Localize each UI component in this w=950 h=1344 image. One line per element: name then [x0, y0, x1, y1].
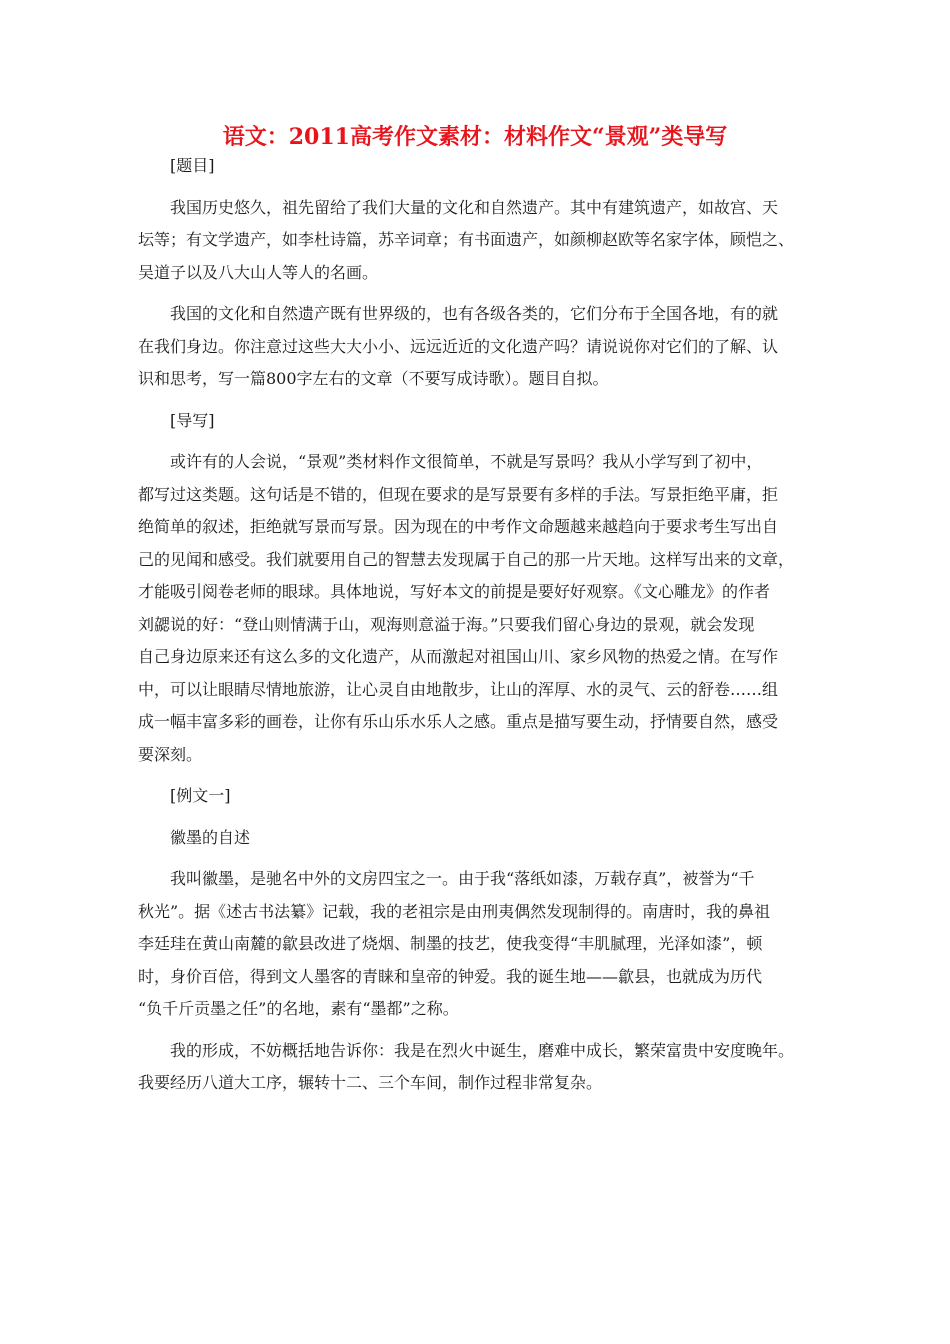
paragraph: 我国的文化和自然遗产既有世界级的，也有各级各类的，它们分布于全国各地，有的就 在我们身边。你注意过这些大大小小、远远近近的文化遗产吗？请说说你对它们的了解、认 识和思考，写一篇800字左右的文章（不要写成诗歌）。题目自拟。 [138, 304, 779, 388]
example-title: 徽墨的自述 [170, 827, 251, 847]
document-body [138, 150, 818, 1109]
paragraph: 我的形成，不妨概括地告诉你：我是在烈火中诞生，磨难中成长，繁荣富贵中安度晚年。 我要经历八道大工序，辗转十二、三个车间，制作过程非常复杂。 [138, 1040, 795, 1092]
paragraph: 或许有的人会说，“景观”类材料作文很简单，不就是写景吗？我从小学写到了初中， 都写过这类题。这句话是不错的，但现在要求的是写景要有多样的手法。写景拒绝平庸，拒 绝简单的叙述，拒绝就写景而写景。因为现在的中考作文命题越来越趋向于要求考生写出自 己的见闻和感受。我们就要用自己的智慧去发现属于自己的那一片天地。这样写出来的文章， 才能吸引阅卷老师的眼球。具体地说，写好本文的前提是要好好观察。《文心雕龙》的作者 刘勰说的好：“登山则情满于山，观海则意溢于海。”只要我们留心身边的景观，就会发现 自己身边原来还有这么多的文化遗产，从而激起对祖国山川、家乡风物的热爱之情。在写作 中，可以让眼睛尽情地旅游，让心灵自由地散步，让山的浑厚、水的灵气、云的舒卷……组 成一幅丰富多彩的画卷，让你有乐山乐水乐人之感。重点是描写要生动，抒情要自然，感受 要深刻。 [138, 452, 795, 764]
section-heading-topic: [题目] [170, 156, 215, 175]
section-heading-example: [例文一] [170, 786, 231, 805]
section-heading-guide: [导写] [170, 410, 215, 430]
paragraph: 我叫徽墨，是驰名中外的文房四宝之一。由于我“落纸如漆，万载存真”，被誉为“千 秋光”。据《述古书法纂》记载，我的老祖宗是由刑夷偶然发现制得的。南唐时，我的鼻祖 李廷珪在黄山南麓的歙县改进了烧烟、制墨的技艺，使我变得“丰肌腻理，光泽如漆”，顿 时，身价百倍，得到文人墨客的青睐和皇帝的钟爱。我的诞生地——歙县，也就成为历代 “负千斤贡墨之任”的名地，素有“墨都”之称。 [138, 869, 771, 1018]
paragraph: 我国历史悠久，祖先留给了我们大量的文化和自然遗产。其中有建筑遗产，如故宫、天 坛等；有文学遗产，如李杜诗篇，苏辛词章；有书面遗产，如颜柳赵欧等名家字体，顾恺之、 吴道子以及八大山人等人的名画。 [138, 197, 795, 282]
document-title: 语文：2011高考作文素材：材料作文“景观”类导写 [222, 124, 728, 150]
